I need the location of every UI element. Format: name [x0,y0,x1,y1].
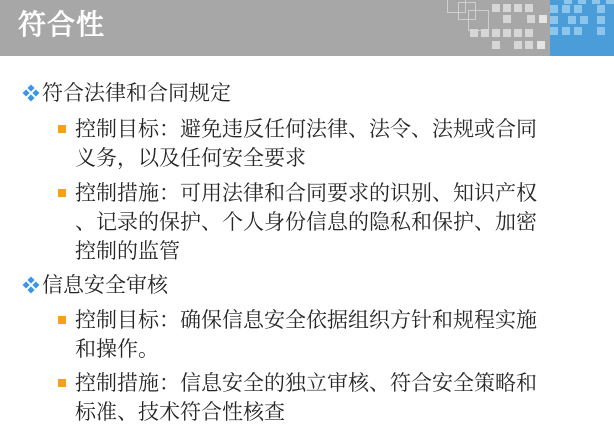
deco-square [470,29,478,37]
deco-square [550,27,558,35]
deco-square [503,15,511,23]
deco-square [492,29,500,37]
bullet-item-level1 [0,79,614,109]
deco-square [468,10,489,31]
deco-square [574,5,582,13]
deco-square [525,4,533,12]
deco-square [597,27,605,35]
deco-square [597,5,605,13]
deco-square [525,41,533,49]
deco-square [562,27,570,35]
bullet-item-level2 [0,179,545,266]
bullet-item-text: 信息安全审核 [42,274,168,297]
deco-square [503,4,511,12]
bullet-item-level2 [0,369,545,427]
bullet-item-level2 [0,306,545,364]
slide-header [0,0,614,56]
bullet-item-text: 控制目标：确保信息安全依据组织方针和规程实施和操作。 [75,309,537,361]
deco-square [492,4,500,12]
deco-square [592,0,600,4]
diamond-bullet-icon [23,85,40,102]
deco-square [514,29,522,37]
diamond-bullet-icon [23,277,40,294]
deco-square [492,41,500,49]
deco-square [606,0,614,4]
deco-square [578,0,586,4]
deco-square [503,29,511,37]
deco-square [562,5,570,13]
deco-square [550,5,558,13]
bullet-item-text: 符合法律和合同规定 [42,82,231,105]
square-bullet-icon [58,316,66,324]
slide-body [0,56,614,428]
deco-square [574,27,582,35]
bullet-item-text: 控制措施：可用法律和合同要求的识别、知识产权、记录的保护、个人身份信息的隐私和保护、加密控制的监管 [75,182,537,263]
bullet-item-text: 控制目标：避免违反任何法律、法令、法规或合同义务，以及任何安全要求 [75,118,537,170]
bullet-item-text: 控制措施：信息安全的独立审核、符合安全策略和标准、技术符合性核查 [75,372,537,424]
deco-square [527,15,535,23]
deco-square [514,41,522,49]
square-bullet-icon [58,189,66,197]
deco-square [481,29,489,37]
deco-square [580,16,588,24]
deco-square [597,16,605,24]
bullet-item-level2 [0,115,545,173]
square-bullet-icon [58,379,66,387]
deco-square [568,16,576,24]
deco-square [514,4,522,12]
deco-square [564,0,572,4]
deco-square [537,41,545,49]
bullet-item-level1 [0,271,614,301]
deco-square [550,16,558,24]
deco-square [525,29,533,37]
slide-title: 符合性 [18,9,106,40]
square-bullet-icon [58,125,66,133]
deco-square [539,15,547,23]
